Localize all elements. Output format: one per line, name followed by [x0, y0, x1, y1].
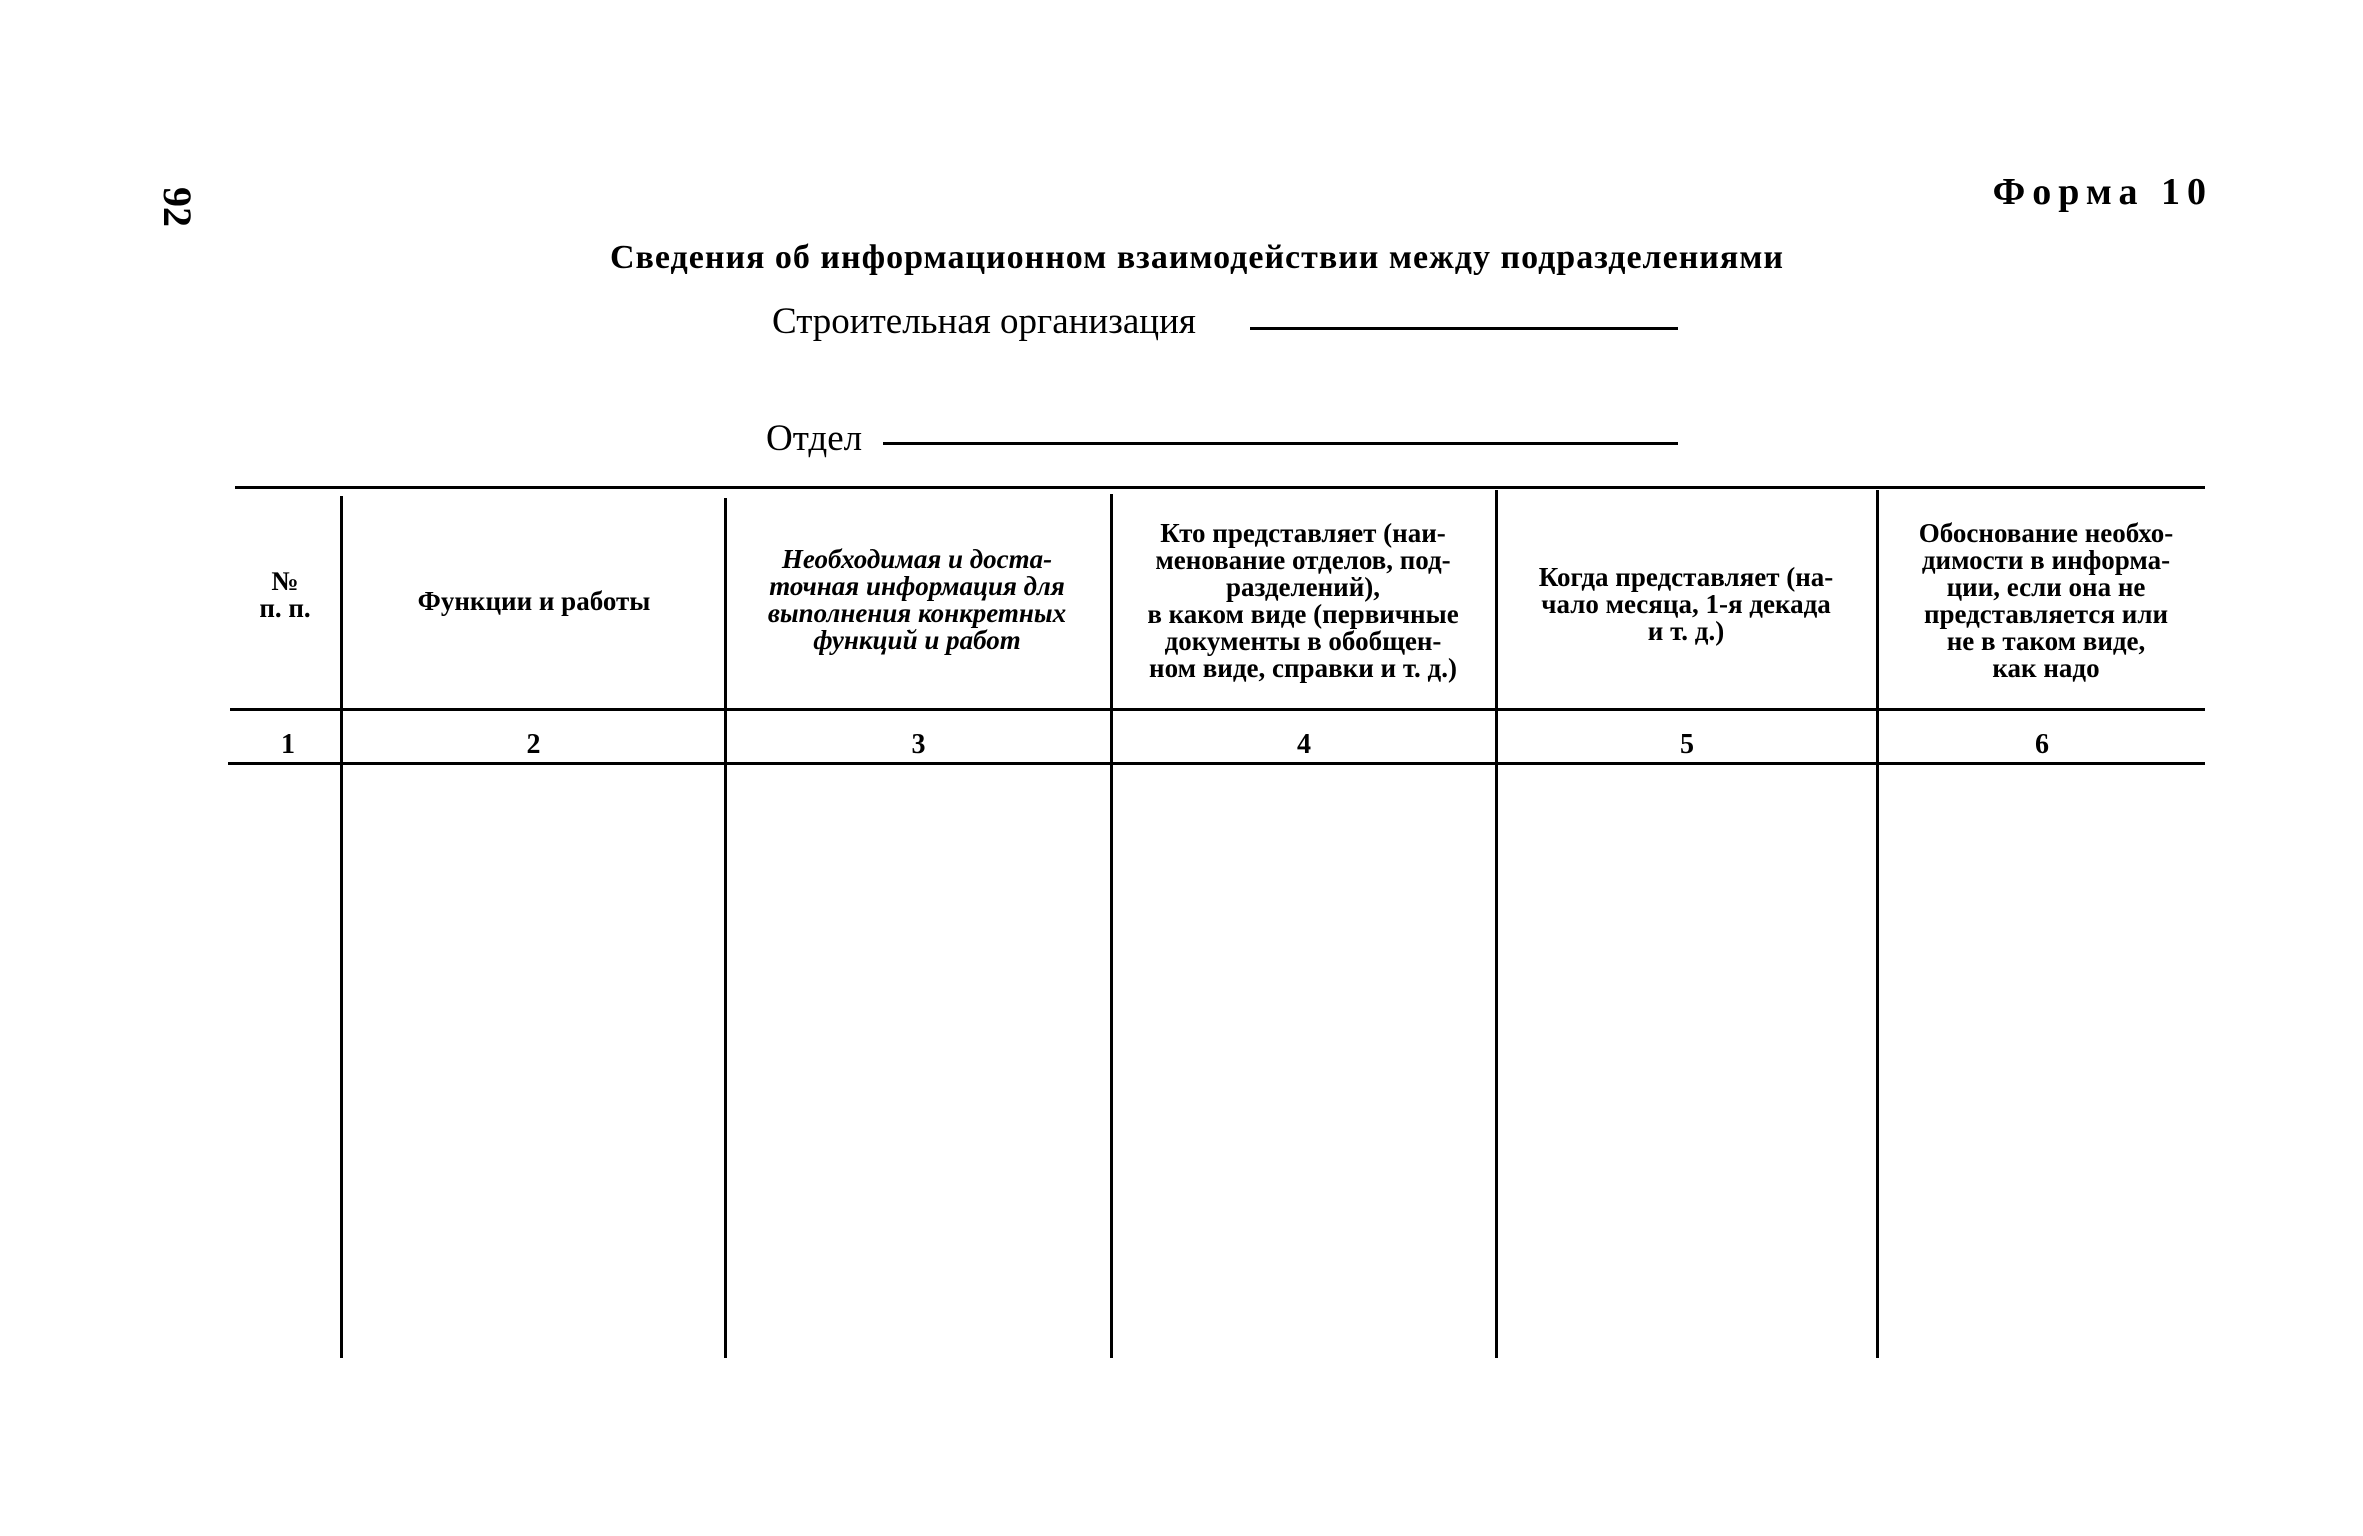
- header-cell-when-provides: Когда представляет (на- чало месяца, 1-я декада и т. д.): [1538, 562, 1834, 646]
- numbers-bottom-rule: [228, 762, 2205, 765]
- column-number-6: 6: [2035, 729, 2049, 760]
- column-divider-5: [1876, 490, 1879, 1358]
- organization-label: Строительная организация: [772, 301, 1196, 342]
- column-number-1: 1: [281, 729, 295, 760]
- organization-blank-line: [1250, 327, 1678, 330]
- header-cell-who-provides: Кто представляет (наи- менование отделов, под- разделений), в каком виде (первичные документы в обобщен- ном виде, справки и т. д.): [1147, 518, 1459, 683]
- column-divider-3: [1110, 494, 1113, 1358]
- column-number-4: 4: [1297, 729, 1311, 760]
- column-number-5: 5: [1680, 729, 1694, 760]
- page-number: 92: [155, 187, 200, 227]
- column-number-2: 2: [526, 729, 541, 760]
- table-top-rule: [235, 486, 2205, 489]
- document-title: Сведения об информационном взаимодействии между подразделениями: [610, 239, 1785, 276]
- column-divider-2: [724, 498, 727, 1358]
- column-divider-1: [340, 496, 343, 1358]
- column-number-3: 3: [911, 729, 926, 760]
- department-blank-line: [883, 442, 1678, 445]
- form-label: Форма 10: [1992, 171, 2213, 213]
- header-cell-information: Необходимая и доста- точная информация для выполнения конкретных функций и работ: [767, 544, 1067, 655]
- header-cell-number: № п. п.: [259, 566, 311, 623]
- header-bottom-rule: [230, 708, 2205, 711]
- column-divider-4: [1495, 490, 1498, 1358]
- header-cell-justification: Обоснование необхо- димости в информа- ции, если она не представляется или не в таком виде, как надо: [1918, 518, 2174, 683]
- header-cell-functions: Функции и работы: [417, 586, 651, 616]
- department-label: Отдел: [766, 418, 863, 459]
